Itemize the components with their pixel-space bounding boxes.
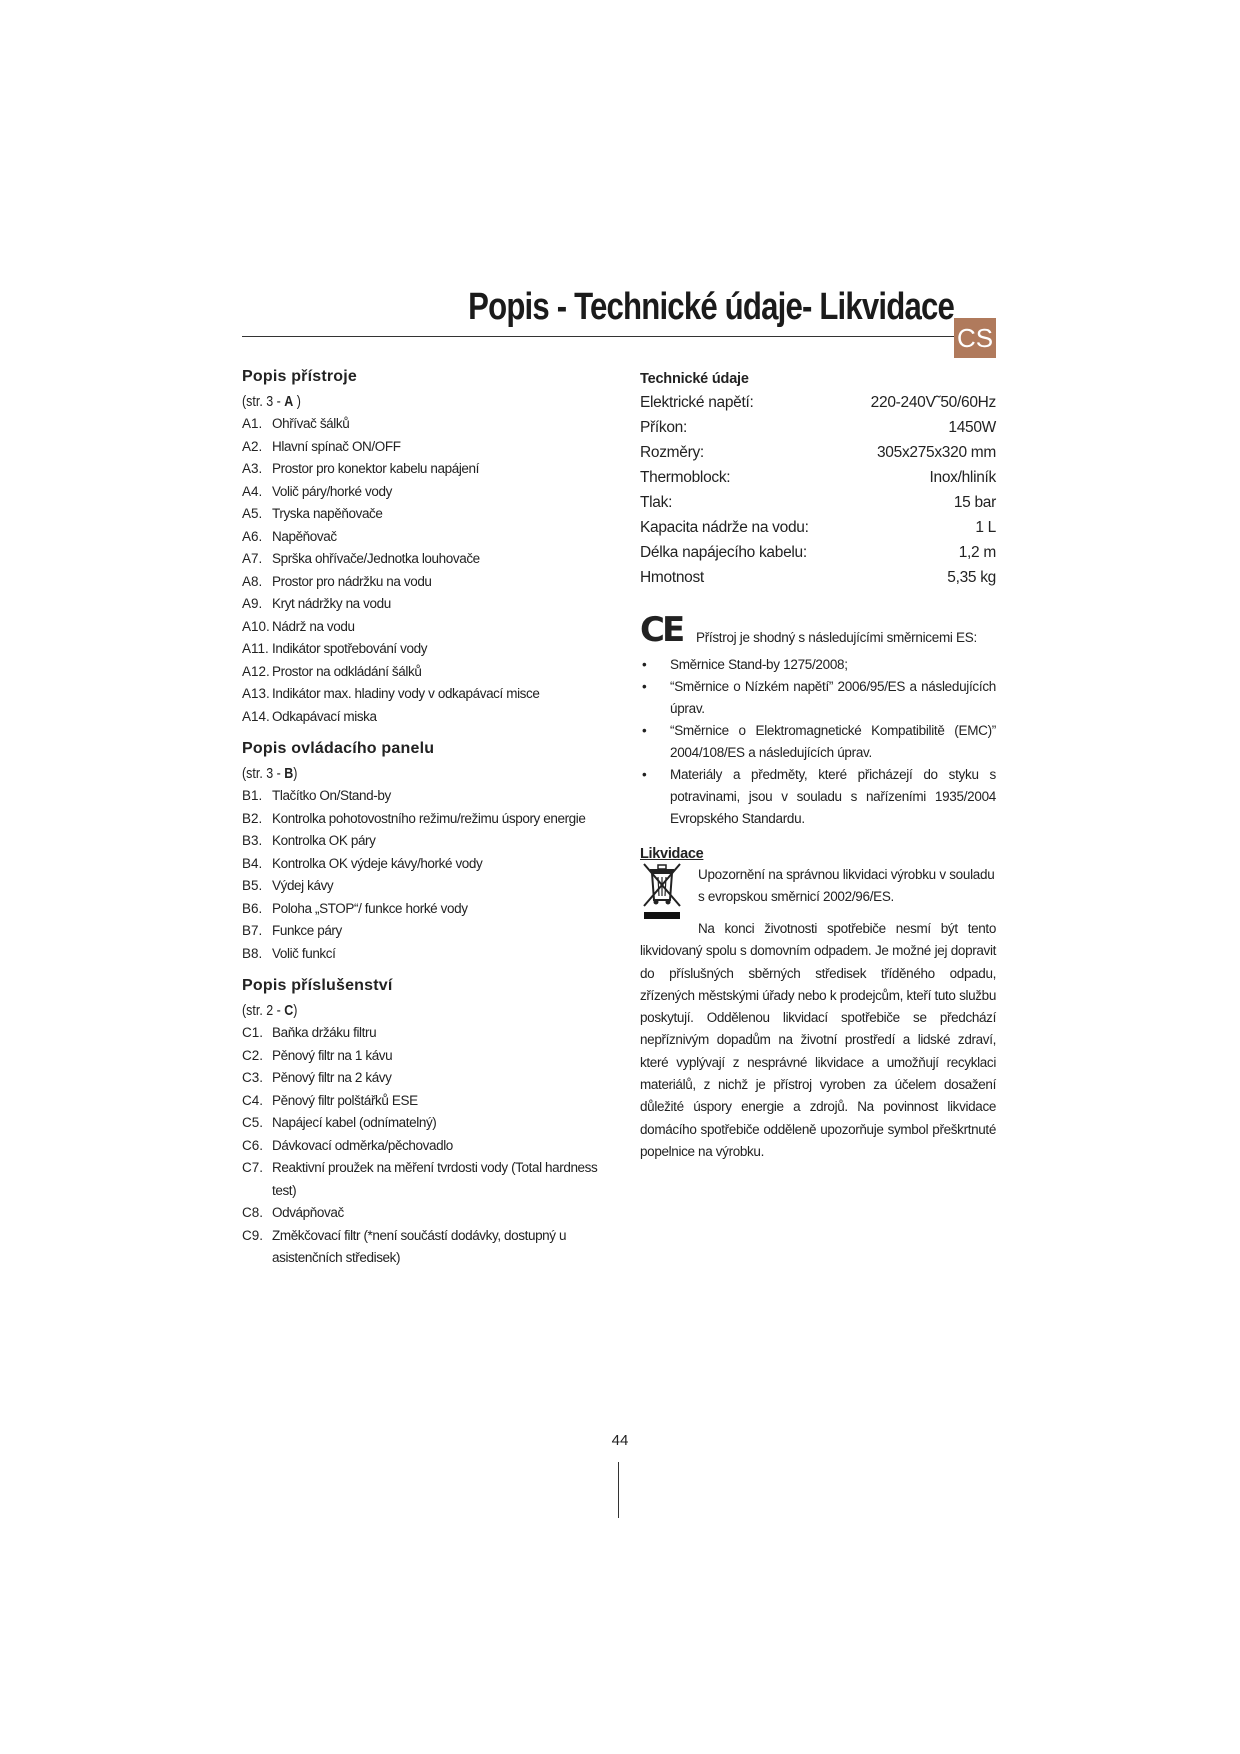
item-code: C6. — [242, 1137, 264, 1153]
device-list-item — [242, 593, 602, 616]
panel-list-item — [242, 920, 602, 943]
spec-label: Elektrické napětí: — [640, 394, 754, 411]
item-code: A3. — [242, 461, 263, 476]
device-list-item — [242, 661, 602, 684]
panel-section-title: Popis ovládacího panelu — [242, 740, 435, 757]
spec-label: Rozměry: — [640, 444, 704, 461]
left-column — [242, 366, 602, 1270]
item-text: Odvápňovač — [272, 1205, 344, 1220]
ce-block — [640, 610, 996, 654]
item-text: Prostor na odkládání šálků — [272, 663, 422, 679]
item-code: A1. — [242, 416, 263, 431]
panel-list-item — [242, 898, 602, 921]
item-text: Odkapávací miska — [272, 708, 377, 724]
device-list-item — [242, 548, 602, 571]
ce-directive-item — [640, 764, 996, 830]
ce-mark-icon: CE — [640, 610, 683, 650]
accessory-list-item — [242, 1202, 602, 1225]
device-list-item — [242, 458, 602, 481]
item-code: A10. — [242, 618, 270, 634]
bullet-icon: • — [642, 767, 647, 782]
panel-list-item — [242, 875, 602, 898]
spec-label: Délka napájecího kabelu: — [640, 544, 807, 561]
disposal-body: Na konci životnosti spotřebiče nesmí být tento likvidovaný spolu s domovním odpadem. Je možné jej dopravit do příslušných sběrných středisek tříděného odpadu, zřízených městskými úřady nebo k prodejcům, kteří tuto službu poskytují. Oddělenou likvidací spotřebiče se předchází nepříznivým dopadům na životní prostředí a lidské zdraví, které vyplývají z nesprávné likvidace a umožňují recyklaci materiálů, z nichž je přístroj vyroben za účelem dosažení důležité úspory energie a zdrojů. Na povinnost likvidace domácího spotřebiče odděleně upozorňuje symbol přeškrtnuté popelnice na výrobku. — [640, 921, 996, 1159]
accessory-list-item — [242, 1045, 602, 1068]
device-list-item — [242, 436, 602, 459]
right-column — [640, 368, 996, 1163]
item-code: B2. — [242, 810, 263, 826]
ce-directives-list — [640, 654, 996, 830]
spec-row — [640, 440, 996, 465]
item-code: A9. — [242, 596, 263, 611]
spec-row — [640, 490, 996, 515]
device-list-item — [242, 481, 602, 504]
page-number: 44 — [611, 1432, 629, 1449]
ce-directive-item — [640, 720, 996, 764]
device-items — [242, 413, 602, 728]
item-text: Baňka držáku filtru — [272, 1025, 377, 1040]
item-code: A12. — [242, 663, 270, 679]
item-code: C4. — [242, 1092, 264, 1108]
accessories-section-title: Popis příslušenství — [242, 977, 393, 994]
item-code: A7. — [242, 551, 263, 566]
ce-directive-text: “Směrnice o Elektromagnetické Kompatibilitě (EMC)” 2004/108/ES a následujících úprav. — [670, 723, 996, 760]
accessory-list-item — [242, 1112, 602, 1135]
item-text: Ohřívač šálků — [272, 416, 350, 431]
ce-directive-text: Materiály a předměty, které přicházejí do styku s potravinami, jsou v souladu s nařízeními 1935/2004 Evropského Standardu. — [670, 767, 996, 826]
device-list-item — [242, 706, 602, 729]
item-code: C8. — [242, 1205, 264, 1220]
ce-directive-text: “Směrnice o Nízkém napětí” 2006/95/ES a následujících úprav. — [670, 679, 996, 716]
item-text: Poloha „STOP“/ funkce horké vody — [272, 900, 468, 916]
item-code: C9. — [242, 1227, 264, 1243]
device-list-item — [242, 503, 602, 526]
item-code: B3. — [242, 833, 263, 848]
item-code: A4. — [242, 483, 263, 499]
panel-section-ref: (str. 3 - B) — [242, 766, 298, 782]
spec-value: 5,35 kg — [947, 569, 996, 586]
spec-row — [640, 415, 996, 440]
item-text: Kontrolka pohotovostního režimu/režimu úspory energie — [272, 810, 586, 826]
spec-value: 220-240V˜50/60Hz — [870, 394, 996, 411]
item-code: A5. — [242, 506, 263, 521]
page-number-rule — [618, 1462, 619, 1518]
item-code: A11. — [242, 641, 269, 656]
item-code: B7. — [242, 923, 263, 938]
item-text: Tlačítko On/Stand-by — [272, 788, 391, 803]
item-code: C1. — [242, 1025, 264, 1040]
panel-list-item — [242, 853, 602, 876]
ce-intro: Přístroj je shodný s následujícími směrnicemi ES: — [696, 630, 977, 645]
accessory-list-item — [242, 1090, 602, 1113]
accessories-items — [242, 1022, 602, 1270]
spec-row — [640, 540, 996, 565]
item-code: C7. — [242, 1160, 264, 1175]
disposal-intro: Upozornění na správnou likvidaci výrobku v souladu s evropskou směrnicí 2002/96/ES. — [698, 867, 995, 904]
device-list-item — [242, 526, 602, 549]
item-code: A6. — [242, 528, 263, 544]
item-text: Kontrolka OK výdeje kávy/horké vody — [272, 855, 483, 871]
crossed-bin-icon — [640, 860, 684, 920]
spec-value: 1 L — [975, 519, 996, 536]
item-text: Výdej kávy — [272, 878, 334, 893]
item-code: C2. — [242, 1047, 264, 1063]
spec-row — [640, 515, 996, 540]
device-list-item — [242, 571, 602, 594]
item-text: Kontrolka OK páry — [272, 833, 376, 848]
device-section — [242, 366, 602, 728]
ce-directive-item — [640, 676, 996, 720]
spec-label: Hmotnost — [640, 569, 704, 586]
accessory-list-item — [242, 1022, 602, 1045]
specs-title: Technické údaje — [640, 371, 749, 387]
language-badge: CS — [954, 318, 996, 358]
item-text: Prostor pro nádržku na vodu — [272, 573, 432, 589]
item-code: B1. — [242, 788, 263, 803]
ce-directive-text: Směrnice Stand-by 1275/2008; — [670, 657, 848, 672]
item-text: Prostor pro konektor kabelu napájení — [272, 461, 479, 476]
item-code: B4. — [242, 855, 263, 871]
item-code: B8. — [242, 945, 263, 961]
disposal-block — [640, 864, 996, 1163]
panel-items — [242, 785, 602, 965]
panel-list-item — [242, 808, 602, 831]
spec-label: Thermoblock: — [640, 469, 731, 486]
item-code: A8. — [242, 573, 263, 589]
device-list-item — [242, 413, 602, 436]
item-code: C5. — [242, 1115, 264, 1130]
item-text: Nádrž na vodu — [272, 618, 355, 634]
accessories-section — [242, 975, 602, 1270]
spec-label: Kapacita nádrže na vodu: — [640, 519, 809, 536]
device-list-item — [242, 616, 602, 639]
spec-row — [640, 390, 996, 415]
accessories-section-ref: (str. 2 - C) — [242, 1003, 298, 1019]
item-code: C3. — [242, 1070, 264, 1085]
item-text: Hlavní spínač ON/OFF — [272, 438, 401, 454]
accessory-list-item — [242, 1157, 602, 1202]
device-section-ref: (str. 3 - A ) — [242, 394, 301, 410]
item-text: Funkce páry — [272, 923, 342, 938]
title-rule — [242, 336, 954, 337]
panel-section — [242, 738, 602, 965]
item-text: Sprška ohřívače/Jednotka louhovače — [272, 551, 480, 566]
bullet-icon: • — [642, 723, 647, 738]
spec-value: 1,2 m — [958, 544, 996, 561]
panel-list-item — [242, 943, 602, 966]
panel-list-item — [242, 830, 602, 853]
device-list-item — [242, 683, 602, 706]
specs-table — [640, 390, 996, 590]
spec-value: Inox/hliník — [929, 469, 996, 486]
item-text: Pěnový filtr polštářků ESE — [272, 1092, 418, 1108]
bullet-icon: • — [642, 657, 647, 672]
accessory-list-item — [242, 1225, 602, 1270]
spec-row — [640, 565, 996, 590]
item-text: Indikátor max. hladiny vody v odkapávací misce — [272, 686, 540, 701]
item-text: Změkčovací filtr (*není součástí dodávky, dostupný u asistenčních středisek) — [272, 1227, 567, 1265]
item-text: Kryt nádržky na vodu — [272, 596, 391, 611]
item-text: Volič funkcí — [272, 945, 336, 961]
item-text: Pěnový filtr na 1 kávu — [272, 1047, 393, 1063]
item-code: A14. — [242, 708, 270, 724]
device-section-title: Popis přístroje — [242, 368, 358, 385]
disposal-title: Likvidace — [640, 846, 704, 862]
item-text: Volič páry/horké vody — [272, 483, 392, 499]
item-text: Indikátor spotřebování vody — [272, 641, 428, 656]
device-list-item — [242, 638, 602, 661]
spec-value: 15 bar — [953, 494, 996, 511]
item-code: B6. — [242, 900, 263, 916]
item-text: Dávkovací odměrka/pěchovadlo — [272, 1137, 453, 1153]
spec-value: 305x275x320 mm — [876, 444, 996, 461]
spec-label: Příkon: — [640, 419, 688, 436]
spec-label: Tlak: — [640, 494, 673, 511]
page-title: Popis - Technické údaje- Likvidace — [468, 286, 954, 328]
item-code: A2. — [242, 438, 263, 454]
item-code: B5. — [242, 878, 263, 893]
item-text: Reaktivní proužek na měření tvrdosti vody (Total hardness test) — [272, 1160, 598, 1198]
panel-list-item — [242, 785, 602, 808]
item-text: Pěnový filtr na 2 kávy — [272, 1070, 392, 1085]
item-text: Tryska napěňovače — [272, 506, 383, 521]
item-text: Napájecí kabel (odnímatelný) — [272, 1115, 437, 1130]
accessory-list-item — [242, 1135, 602, 1158]
spec-row — [640, 465, 996, 490]
item-text: Napěňovač — [272, 528, 337, 544]
accessory-list-item — [242, 1067, 602, 1090]
ce-directive-item — [640, 654, 996, 676]
item-code: A13. — [242, 686, 270, 701]
spec-value: 1450W — [948, 419, 996, 436]
bullet-icon: • — [642, 679, 647, 694]
